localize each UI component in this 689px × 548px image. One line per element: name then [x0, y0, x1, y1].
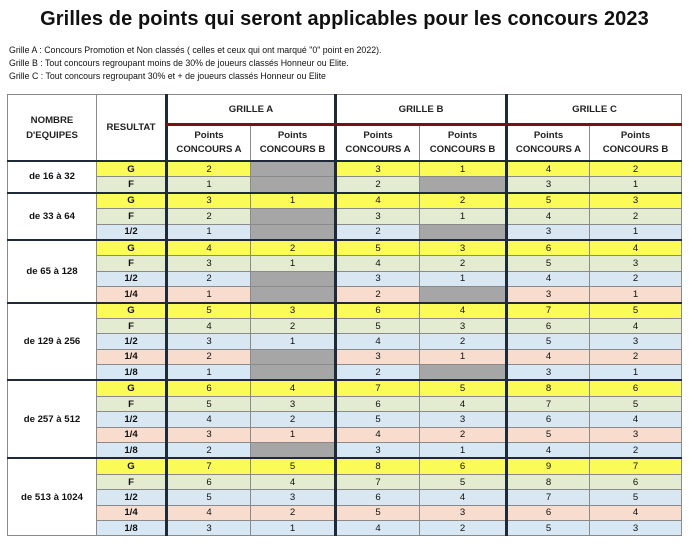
points-cell: 1 [251, 193, 336, 209]
table-row [8, 271, 682, 286]
header-concours-label: CONCOURS B [602, 144, 669, 155]
header-concours-label: CONCOURS A [176, 144, 242, 155]
points-cell: 3 [336, 161, 420, 177]
result-label: 1/2 [97, 412, 167, 427]
result-label: 1/4 [97, 427, 167, 442]
points-cell: 1 [251, 256, 336, 271]
points-cell: 6 [590, 474, 682, 489]
points-cell: 7 [336, 380, 420, 396]
points-cell: 2 [167, 443, 251, 459]
table-row [8, 443, 682, 459]
table-row [8, 193, 682, 209]
points-cell: 3 [336, 443, 420, 459]
result-label: F [97, 209, 167, 224]
empty-points-cell [251, 443, 336, 459]
points-cell: 6 [507, 318, 590, 333]
result-label: G [97, 161, 167, 177]
points-cell: 2 [251, 505, 336, 520]
result-label: G [97, 193, 167, 209]
points-cell: 6 [336, 396, 420, 411]
points-cell: 4 [167, 240, 251, 256]
points-cell: 8 [507, 380, 590, 396]
points-cell: 3 [336, 349, 420, 364]
table-row [8, 505, 682, 520]
points-cell: 1 [590, 287, 682, 303]
points-cell: 4 [420, 396, 507, 411]
points-cell: 2 [336, 224, 420, 240]
header-grille-c: GRILLE C [507, 95, 682, 125]
points-cell: 4 [251, 380, 336, 396]
points-table-body [8, 161, 682, 536]
team-range-label: de 65 à 128 [8, 240, 97, 303]
empty-points-cell [251, 287, 336, 303]
points-cell: 2 [167, 271, 251, 286]
points-cell: 5 [507, 520, 590, 535]
points-cell: 2 [336, 287, 420, 303]
table-row [8, 334, 682, 349]
points-cell: 5 [590, 303, 682, 319]
result-label: F [97, 177, 167, 193]
points-cell: 6 [507, 412, 590, 427]
table-row [8, 396, 682, 411]
table-row [8, 287, 682, 303]
empty-points-cell [420, 365, 507, 381]
points-cell: 3 [507, 365, 590, 381]
points-cell: 1 [167, 365, 251, 381]
points-cell: 3 [167, 427, 251, 442]
result-label: 1/4 [97, 349, 167, 364]
points-cell: 6 [336, 303, 420, 319]
team-range-label: de 33 à 64 [8, 193, 97, 240]
empty-points-cell [251, 224, 336, 240]
points-cell: 3 [507, 224, 590, 240]
team-range-label: de 513 à 1024 [8, 458, 97, 535]
header-concours-label: CONCOURS B [259, 144, 326, 155]
points-cell: 4 [507, 271, 590, 286]
points-cell: 2 [420, 427, 507, 442]
points-cell: 7 [507, 490, 590, 505]
points-cell: 3 [167, 520, 251, 535]
points-cell: 3 [507, 177, 590, 193]
points-cell: 3 [590, 334, 682, 349]
points-cell: 5 [167, 303, 251, 319]
result-label: 1/2 [97, 224, 167, 240]
table-row [8, 256, 682, 271]
points-cell: 4 [507, 349, 590, 364]
header-equipes-label: D'EQUIPES [26, 129, 78, 141]
header-points-label: Points [533, 130, 564, 141]
points-cell: 3 [590, 193, 682, 209]
points-cell: 2 [590, 271, 682, 286]
points-cell: 5 [251, 458, 336, 474]
points-cell: 5 [420, 474, 507, 489]
note-grille-a: Grille A : Concours Promotion et Non classés ( celles et ceux qui ont marqué "0" point en 2022). [9, 45, 382, 55]
points-cell: 2 [590, 349, 682, 364]
points-cell: 4 [167, 505, 251, 520]
points-cell: 7 [167, 458, 251, 474]
points-cell: 5 [420, 380, 507, 396]
table-row [8, 520, 682, 535]
points-cell: 3 [167, 193, 251, 209]
points-cell: 5 [167, 396, 251, 411]
points-cell: 4 [167, 318, 251, 333]
points-cell: 3 [420, 240, 507, 256]
header-points-label: Points [363, 130, 393, 141]
points-cell: 3 [251, 396, 336, 411]
empty-points-cell [251, 365, 336, 381]
points-cell: 2 [167, 161, 251, 177]
points-cell: 7 [590, 458, 682, 474]
header-grille-b-concours-b [420, 125, 507, 162]
points-cell: 1 [590, 365, 682, 381]
points-cell: 4 [590, 412, 682, 427]
points-cell: 5 [336, 240, 420, 256]
header-grille-b-concours-a [336, 125, 420, 162]
points-cell: 5 [336, 412, 420, 427]
header-grille-a-concours-a [167, 125, 251, 162]
points-cell: 2 [420, 256, 507, 271]
points-cell: 7 [507, 303, 590, 319]
points-cell: 6 [590, 380, 682, 396]
empty-points-cell [420, 287, 507, 303]
points-cell: 4 [336, 193, 420, 209]
points-cell: 2 [420, 334, 507, 349]
points-cell: 4 [336, 427, 420, 442]
header-grille-a-concours-b [251, 125, 336, 162]
points-cell: 4 [336, 256, 420, 271]
points-cell: 3 [590, 256, 682, 271]
header-points-label: Points [194, 130, 224, 141]
points-cell: 1 [167, 224, 251, 240]
points-cell: 4 [251, 474, 336, 489]
points-cell: 3 [420, 412, 507, 427]
points-cell: 6 [507, 505, 590, 520]
points-cell: 5 [507, 427, 590, 442]
result-label: 1/2 [97, 490, 167, 505]
points-cell: 6 [167, 474, 251, 489]
result-label: 1/4 [97, 287, 167, 303]
points-cell: 4 [507, 209, 590, 224]
result-label: G [97, 458, 167, 474]
result-label: 1/2 [97, 271, 167, 286]
points-cell: 4 [336, 334, 420, 349]
empty-points-cell [251, 209, 336, 224]
points-cell: 3 [336, 271, 420, 286]
result-label: F [97, 396, 167, 411]
team-range-label: de 16 à 32 [8, 161, 97, 193]
empty-points-cell [251, 161, 336, 177]
table-row [8, 224, 682, 240]
page-title: Grilles de points qui seront applicables pour les concours 2023 [40, 8, 649, 30]
points-cell: 6 [507, 240, 590, 256]
points-cell: 2 [420, 193, 507, 209]
result-label: F [97, 318, 167, 333]
points-cell: 2 [167, 209, 251, 224]
result-label: 1/2 [97, 334, 167, 349]
points-cell: 3 [420, 318, 507, 333]
points-cell: 3 [167, 256, 251, 271]
points-cell: 7 [507, 396, 590, 411]
table-row [8, 427, 682, 442]
note-grille-c: Grille C : Tout concours regroupant 30% et + de joueurs classés Honneur ou Elite [9, 71, 326, 81]
header-points-label: Points [620, 130, 651, 141]
points-cell: 1 [420, 161, 507, 177]
empty-points-cell [251, 349, 336, 364]
points-cell: 4 [507, 443, 590, 459]
empty-points-cell [251, 177, 336, 193]
points-cell: 1 [420, 209, 507, 224]
header-nombre-equipes [8, 95, 97, 162]
points-cell: 4 [167, 412, 251, 427]
points-cell: 5 [167, 490, 251, 505]
table-row [8, 303, 682, 319]
points-cell: 7 [336, 474, 420, 489]
points-cell: 6 [336, 490, 420, 505]
points-cell: 4 [336, 520, 420, 535]
points-cell: 2 [336, 177, 420, 193]
points-cell: 6 [167, 380, 251, 396]
table-row [8, 240, 682, 256]
result-label: 1/8 [97, 365, 167, 381]
header-concours-label: CONCOURS A [345, 144, 411, 155]
table-row [8, 474, 682, 489]
note-grille-b: Grille B : Tout concours regroupant moins de 30% de joueurs classés Honneur ou Elite. [9, 58, 349, 68]
points-table [7, 94, 682, 536]
table-row [8, 412, 682, 427]
header-concours-label: CONCOURS B [429, 144, 496, 155]
header-grille-c-concours-a [507, 125, 590, 162]
points-cell: 2 [336, 365, 420, 381]
header-grille-b: GRILLE B [336, 95, 507, 125]
points-cell: 4 [590, 505, 682, 520]
table-row [8, 161, 682, 177]
result-label: G [97, 240, 167, 256]
points-cell: 1 [251, 520, 336, 535]
points-cell: 2 [251, 412, 336, 427]
header-resultat: RESULTAT [97, 95, 167, 162]
points-cell: 8 [336, 458, 420, 474]
result-label: 1/8 [97, 520, 167, 535]
points-cell: 5 [507, 334, 590, 349]
result-label: F [97, 474, 167, 489]
result-label: G [97, 380, 167, 396]
points-cell: 1 [251, 427, 336, 442]
points-cell: 1 [420, 443, 507, 459]
table-row [8, 380, 682, 396]
table-row [8, 349, 682, 364]
points-cell: 2 [167, 349, 251, 364]
team-range-label: de 257 à 512 [8, 380, 97, 458]
points-cell: 6 [420, 458, 507, 474]
header-nombre-label: NOMBRE [30, 114, 74, 126]
points-cell: 5 [507, 256, 590, 271]
points-cell: 2 [420, 520, 507, 535]
points-cell: 1 [167, 287, 251, 303]
points-cell: 1 [420, 271, 507, 286]
result-label: 1/4 [97, 505, 167, 520]
points-cell: 3 [336, 209, 420, 224]
header-points-label: Points [447, 130, 478, 141]
result-label: F [97, 256, 167, 271]
table-row [8, 490, 682, 505]
points-cell: 1 [167, 177, 251, 193]
table-row [8, 318, 682, 333]
header-points-label: Points [277, 130, 308, 141]
points-cell: 2 [590, 161, 682, 177]
points-cell: 3 [167, 334, 251, 349]
points-cell: 4 [420, 490, 507, 505]
points-cell: 1 [420, 349, 507, 364]
table-row [8, 177, 682, 193]
points-cell: 3 [590, 520, 682, 535]
points-cell: 5 [336, 505, 420, 520]
grille-notes [9, 44, 381, 83]
points-cell: 3 [251, 490, 336, 505]
result-label: G [97, 303, 167, 319]
points-cell: 5 [590, 396, 682, 411]
points-cell: 2 [251, 240, 336, 256]
points-cell: 1 [251, 334, 336, 349]
points-cell: 4 [420, 303, 507, 319]
points-cell: 2 [590, 443, 682, 459]
points-cell: 2 [251, 318, 336, 333]
header-concours-label: CONCOURS A [515, 144, 582, 155]
points-cell: 4 [590, 318, 682, 333]
empty-points-cell [251, 271, 336, 286]
empty-points-cell [420, 224, 507, 240]
header-grille-a: GRILLE A [167, 95, 336, 125]
points-cell: 5 [336, 318, 420, 333]
empty-points-cell [420, 177, 507, 193]
table-row [8, 209, 682, 224]
result-label: 1/8 [97, 443, 167, 459]
points-cell: 3 [251, 303, 336, 319]
points-cell: 9 [507, 458, 590, 474]
points-cell: 4 [590, 240, 682, 256]
team-range-label: de 129 à 256 [8, 303, 97, 381]
points-cell: 4 [507, 161, 590, 177]
points-cell: 1 [590, 177, 682, 193]
points-cell: 3 [420, 505, 507, 520]
table-row [8, 458, 682, 474]
table-row [8, 365, 682, 381]
points-cell: 5 [590, 490, 682, 505]
points-cell: 3 [507, 287, 590, 303]
header-grille-c-concours-b [590, 125, 682, 162]
points-cell: 5 [507, 193, 590, 209]
points-cell: 8 [507, 474, 590, 489]
points-cell: 1 [590, 224, 682, 240]
points-cell: 3 [590, 427, 682, 442]
points-cell: 2 [590, 209, 682, 224]
